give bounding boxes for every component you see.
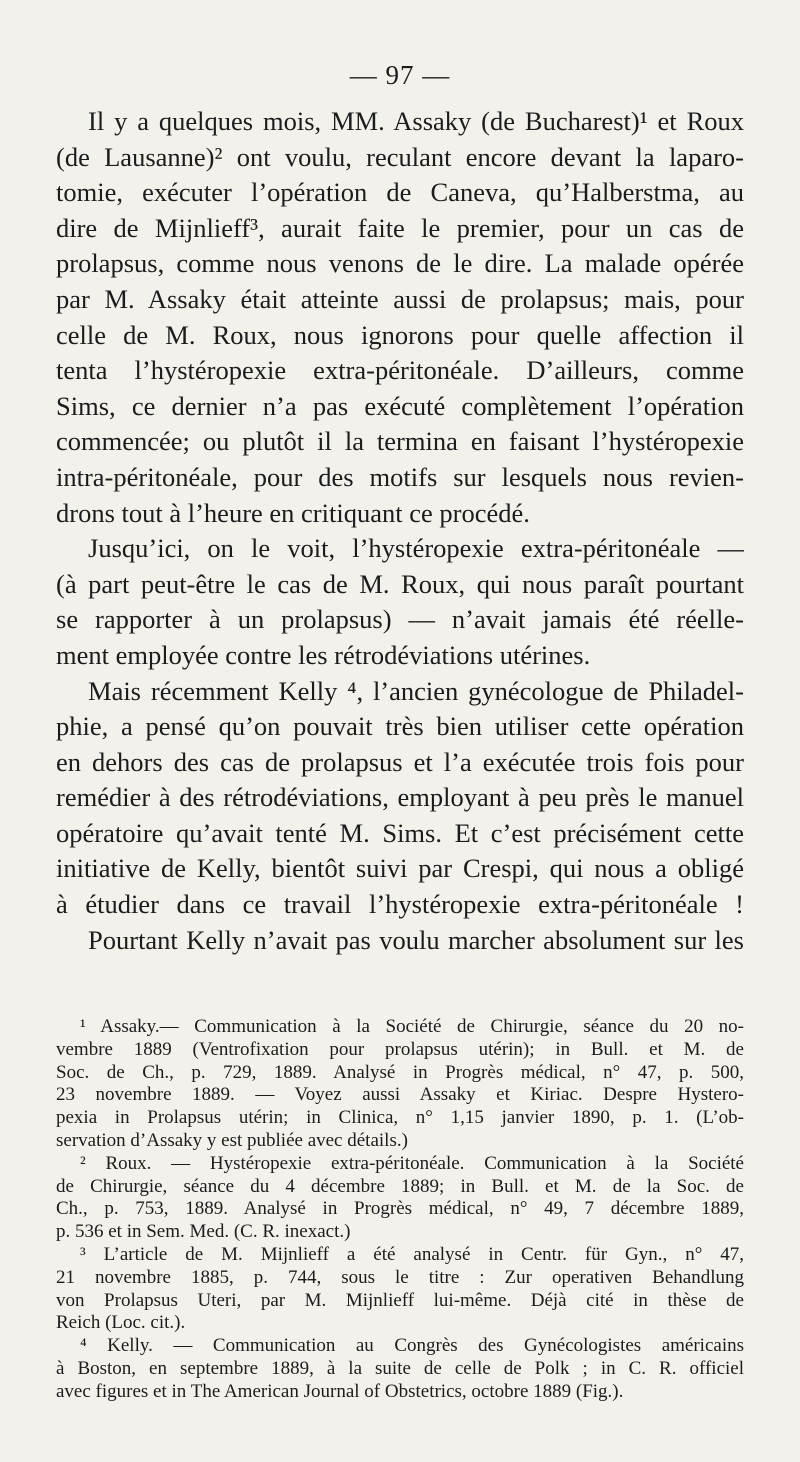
body-text	[56, 104, 744, 958]
text-line: phie, a pensé qu’on pouvait très bien utiliser cette opération	[56, 711, 744, 742]
text-line: tenta l’hystéropexie extra-péritonéale. D’ailleurs, comme	[56, 355, 744, 386]
footnote-line: p. 536 et in Sem. Med. (C. R. inexact.)	[56, 1221, 351, 1243]
footnote-line: de Chirurgie, séance du 4 décembre 1889; in Bull. et M. de la Soc. de	[56, 1175, 744, 1197]
text-line: se rapporter à un prolapsus) — n’avait jamais été réelle-	[56, 604, 744, 635]
text-line: Mais récemment Kelly ⁴, l’ancien gynécologue de Philadel-	[88, 675, 744, 706]
text-line: (à part peut-être le cas de M. Roux, qui nous paraît pourtant	[56, 568, 744, 599]
text-line: prolapsus, comme nous venons de le dire. La malade opérée	[56, 248, 744, 279]
footnote-line: pexia in Prolapsus utérin; in Clinica, n° 1,15 janvier 1890, p. 1. (L’ob-	[56, 1107, 744, 1129]
text-line: Pourtant Kelly n’avait pas voulu marcher absolument sur les	[88, 924, 744, 955]
text-line: commencée; ou plutôt il la termina en faisant l’hystéropexie	[56, 426, 744, 457]
text-line: à étudier dans ce travail l’hystéropexie extra-péritonéale !	[56, 889, 744, 920]
footnote-line: ⁴ Kelly. — Communication au Congrès des Gynécologistes américains	[80, 1335, 744, 1357]
text-line: (de Lausanne)² ont voulu, reculant encore devant la laparo-	[56, 141, 744, 172]
footnote-line: 21 novembre 1885, p. 744, sous le titre : Zur operativen Behandlung	[56, 1266, 744, 1288]
footnote-line: 23 novembre 1889. — Voyez aussi Assaky et Kiriac. Despre Hystero-	[56, 1084, 744, 1106]
page-number: — 97 —	[349, 60, 451, 90]
text-line: Jusqu’ici, on le voit, l’hystéropexie extra-péritonéale —	[88, 533, 744, 564]
footnote-line: avec figures et in The American Journal of Obstetrics, octobre 1889 (Fig.).	[56, 1380, 624, 1402]
text-line: initiative de Kelly, bientôt suivi par Crespi, qui nous a obligé	[56, 853, 744, 884]
text-line: par M. Assaky était atteinte aussi de prolapsus; mais, pour	[56, 283, 744, 314]
footnote-line: Soc. de Ch., p. 729, 1889. Analysé in Progrès médical, n° 47, p. 500,	[56, 1061, 744, 1083]
text-line: Il y a quelques mois, MM. Assaky (de Bucharest)¹ et Roux	[88, 106, 744, 136]
text-line: celle de M. Roux, nous ignorons pour quelle affection il	[56, 319, 744, 350]
text-line: opératoire qu’avait tenté M. Sims. Et c’est précisément cette	[56, 817, 744, 848]
text-line: Sims, ce dernier n’a pas exécuté complètement l’opération	[56, 390, 744, 421]
footnotes	[56, 1016, 744, 1404]
text-line: en dehors des cas de prolapsus et l’a exécutée trois fois pour	[56, 746, 744, 777]
footnote-line: vembre 1889 (Ventrofixation pour prolapsus utérin); in Bull. et M. de	[56, 1038, 744, 1060]
text-line: intra-péritonéale, pour des motifs sur lesquels nous revien-	[56, 461, 744, 492]
footnote-line: ¹ Assaky.— Communication à la Société de Chirurgie, séance du 20 no-	[80, 1016, 744, 1037]
text-line: dire de Mijnlieff³, aurait faite le premier, pour un cas de	[56, 212, 744, 243]
footnote-line: servation d’Assaky y est publiée avec détails.)	[56, 1129, 408, 1151]
footnote-line: von Prolapsus Uteri, par M. Mijnlieff lui-même. Déjà cité in thèse de	[56, 1289, 744, 1311]
footnote-line: Reich (Loc. cit.).	[56, 1312, 186, 1334]
text-line: remédier à des rétrodéviations, employant à peu près le manuel	[56, 782, 744, 813]
text-line: ment employée contre les rétrodéviations utérines.	[56, 639, 591, 670]
text-line: tomie, exécuter l’opération de Caneva, qu’Halberstma, au	[56, 177, 744, 208]
footnote-line: Ch., p. 753, 1889. Analysé in Progrès médical, n° 49, 7 décembre 1889,	[56, 1198, 744, 1220]
footnote-line: à Boston, en septembre 1889, à la suite de celle de Polk ; in C. R. officiel	[56, 1357, 744, 1379]
footnote-line: ² Roux. — Hystéropexie extra-péritonéale. Communication à la Société	[80, 1152, 744, 1174]
footnote-line: ³ L’article de M. Mijnlieff a été analysé in Centr. für Gyn., n° 47,	[80, 1243, 744, 1265]
text-line: drons tout à l’heure en critiquant ce procédé.	[56, 497, 530, 528]
